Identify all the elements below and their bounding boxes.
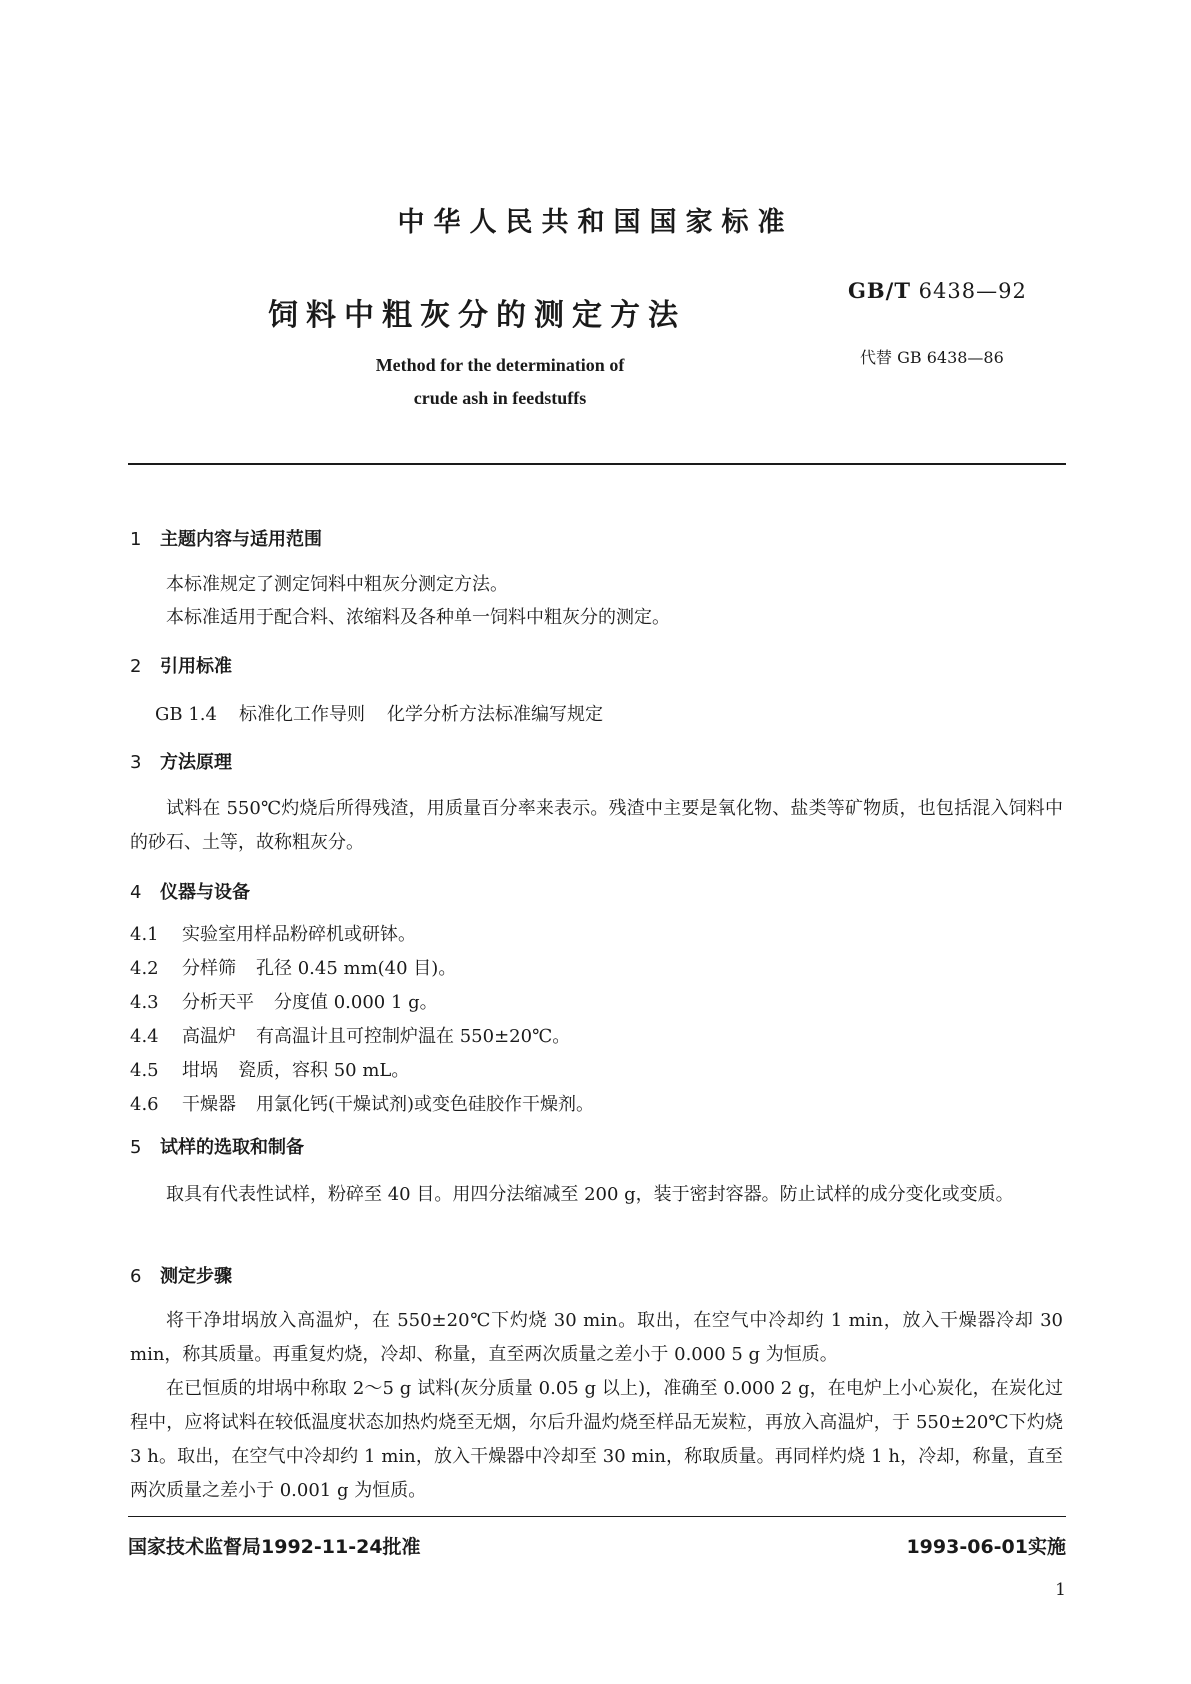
item-description: 瓷质，容积 50 mL。 [238, 1060, 410, 1081]
equipment-item [130, 1056, 409, 1082]
item-description: 有高温计且可控制炉温在 550±20℃。 [256, 1026, 571, 1047]
section-title: 试样的选取和制备 [160, 1137, 304, 1158]
equipment-item [130, 954, 456, 980]
item-number: 4.5 [130, 1060, 159, 1081]
standard-prefix: GB/T [848, 278, 911, 303]
national-standard-title: 中华人民共和国国家标准 [397, 207, 794, 238]
section-title: 主题内容与适用范围 [160, 529, 322, 550]
equipment-item [130, 1022, 570, 1048]
reference-name-2: 化学分析方法标准编写规定 [386, 704, 603, 725]
item-description: 用氯化钙(干燥试剂)或变色硅胶作干燥剂。 [256, 1094, 595, 1115]
item-description: 孔径 0.45 mm(40 目)。 [256, 958, 457, 979]
section-6-paragraph-1: 将干净坩埚放入高温炉，在 550±20℃下灼烧 30 min。取出，在空气中冷却约 1 min，放入干燥器冷却 30 min，称其质量。再重复灼烧，冷却、称量，直至两次质量之差小于 0.000 5 g 为恒质。 [130, 1310, 1063, 1365]
section-number: 4 [130, 882, 142, 903]
section-number: 6 [130, 1266, 142, 1287]
english-title-line-2: crude ash in feedstuffs [413, 388, 587, 408]
section-number: 5 [130, 1137, 142, 1158]
section-6-paragraph-2: 在已恒质的坩埚中称取 2～5 g 试料(灰分质量 0.05 g 以上)，准确至 0.000 2 g，在电炉上小心炭化，在炭化过程中，应将试料在较低温度状态加热灼烧至无烟，尔后升温灼烧至样品无炭粒，再放入高温炉，于 550±20℃下灼烧 3 h。取出，在空气中冷却约 1 min，放入干燥器中冷却至 30 min，称取质量。再同样灼烧 1 h，冷却，称量，直至两次质量之差小于 0.001 g 为恒质。 [130, 1378, 1063, 1501]
section-4-heading [130, 878, 250, 904]
english-title-line-1: Method for the determination of [375, 355, 625, 375]
item-number: 4.1 [130, 924, 159, 945]
section-title: 测定步骤 [160, 1266, 232, 1287]
approval-date: 国家技术监督局1992-11-24批准 [128, 1536, 421, 1558]
header-divider [128, 463, 1066, 465]
item-name: 分样筛 [182, 958, 236, 979]
item-name: 高温炉 [182, 1026, 236, 1047]
section-6-heading [130, 1262, 232, 1288]
reference-standard [155, 700, 603, 726]
section-3-paragraph: 试料在 550℃灼烧后所得残渣，用质量百分率来表示。残渣中主要是氧化物、盐类等矿物质，也包括混入饲料中的砂石、土等，故称粗灰分。 [130, 798, 1063, 853]
item-name: 坩埚 [182, 1060, 218, 1081]
item-number: 4.3 [130, 992, 159, 1013]
item-name: 干燥器 [182, 1094, 236, 1115]
equipment-item [130, 988, 438, 1014]
standard-code [848, 278, 1027, 303]
section-title: 方法原理 [160, 752, 232, 773]
reference-name-1: 标准化工作导则 [238, 704, 365, 725]
section-title: 仪器与设备 [160, 882, 250, 903]
item-number: 4.4 [130, 1026, 159, 1047]
section-1-paragraph-1: 本标准规定了测定饲料中粗灰分测定方法。 [166, 574, 508, 595]
item-number: 4.6 [130, 1094, 159, 1115]
replaces-standard: 代替 GB 6438—86 [860, 348, 1004, 367]
equipment-item [130, 1090, 594, 1116]
item-description: 分度值 0.000 1 g。 [274, 992, 438, 1013]
section-number: 1 [130, 529, 142, 550]
section-2-heading [130, 652, 232, 678]
section-1-paragraph-2: 本标准适用于配合料、浓缩料及各种单一饲料中粗灰分的测定。 [166, 607, 670, 628]
page-number: 1 [1055, 1580, 1066, 1600]
standard-number: 6438—92 [918, 279, 1027, 303]
equipment-item [130, 920, 436, 946]
footer-divider [128, 1516, 1066, 1517]
section-number: 2 [130, 656, 142, 677]
section-number: 3 [130, 752, 142, 773]
reference-code: GB 1.4 [155, 704, 217, 725]
section-3-heading [130, 748, 232, 774]
document-title: 饲料中粗灰分的测定方法 [268, 298, 686, 333]
implementation-date: 1993-06-01实施 [906, 1536, 1066, 1558]
item-number: 4.2 [130, 958, 159, 979]
section-title: 引用标准 [160, 656, 232, 677]
item-name: 分析天平 [182, 992, 254, 1013]
section-5-heading [130, 1133, 304, 1159]
section-1-heading [130, 525, 322, 551]
section-5-paragraph: 取具有代表性试样，粉碎至 40 目。用四分法缩减至 200 g，装于密封容器。防止试样的成分变化或变质。 [166, 1184, 1014, 1205]
item-name: 实验室用样品粉碎机或研钵。 [182, 924, 416, 945]
